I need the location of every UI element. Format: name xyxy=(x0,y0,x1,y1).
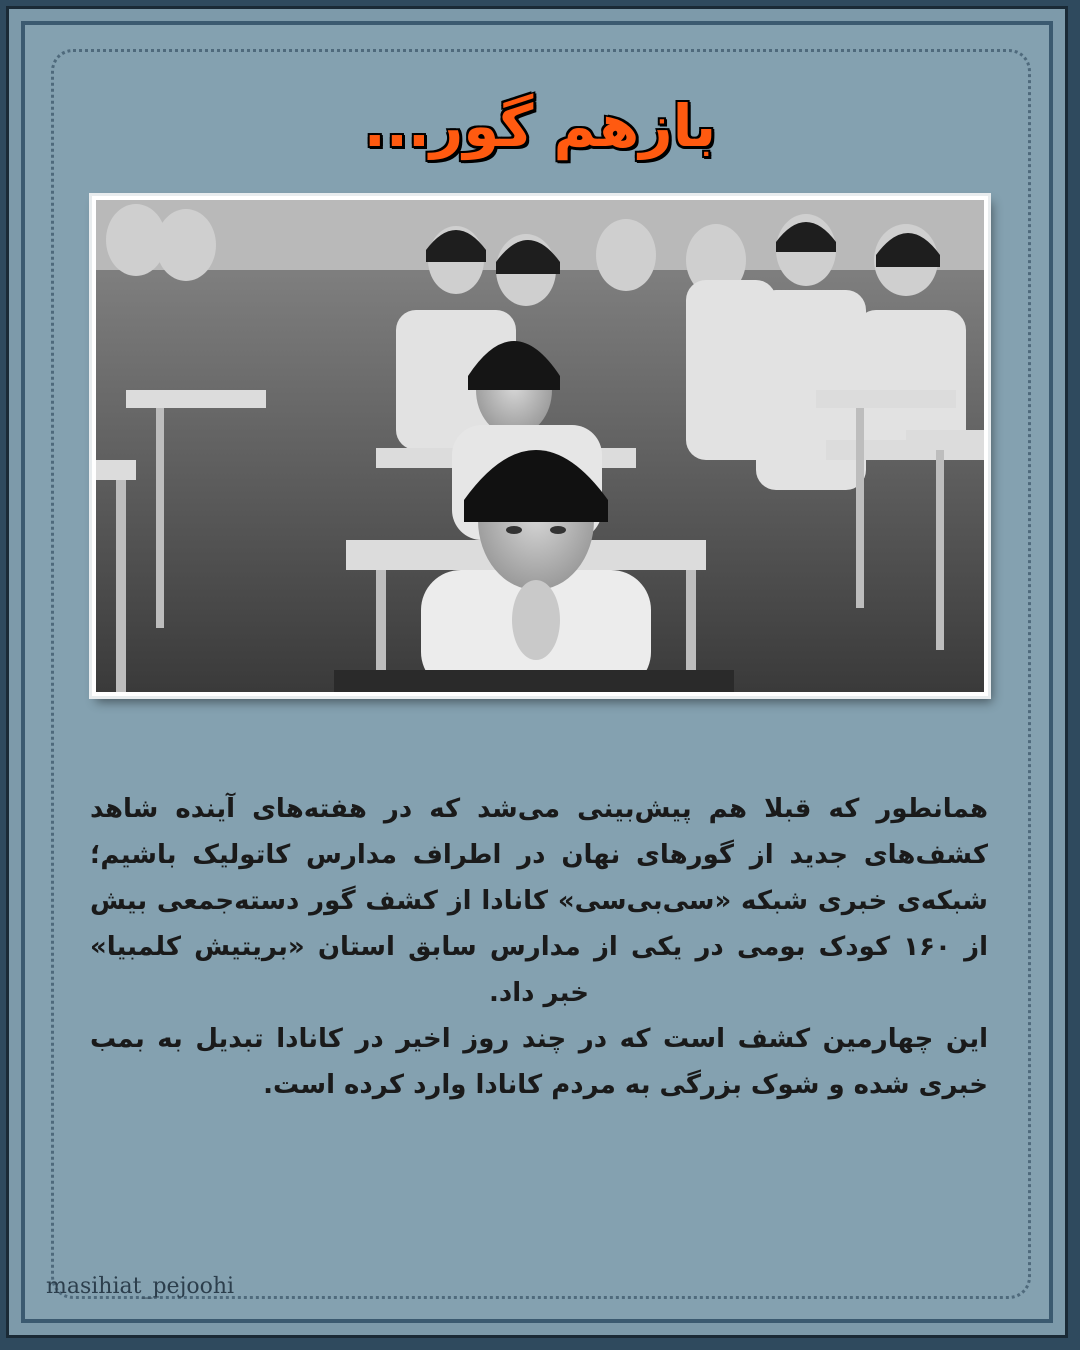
page-title: بازهم گور... xyxy=(363,92,717,160)
photo-frame xyxy=(92,196,988,696)
article-body xyxy=(90,786,988,1108)
paragraph-1: همانطور که قبلا هم پیش‌بینی می‌شد که در هفته‌های آینده شاهد کشف‌های جدید از گورهای نهان در اطراف مدارس کاتولیک باشیم؛ شبکه‌ی خبری شبکه «سی‌بی‌سی» کانادا از کشف گور دسته‌جمعی بیش از ۱۶۰ کودک بومی در یکی از مدارس سابق استان «بریتیش کلمبیا» خبر داد. xyxy=(90,794,989,1008)
classroom-photo xyxy=(96,200,984,692)
paragraph-2: این چهارمین کشف است که در چند روز اخیر در کانادا تبدیل به بمب خبری شده و شوک بزرگی به مردم کانادا وارد کرده است. xyxy=(90,1024,988,1100)
watermark: masihiat_pejoohi xyxy=(46,1274,235,1299)
